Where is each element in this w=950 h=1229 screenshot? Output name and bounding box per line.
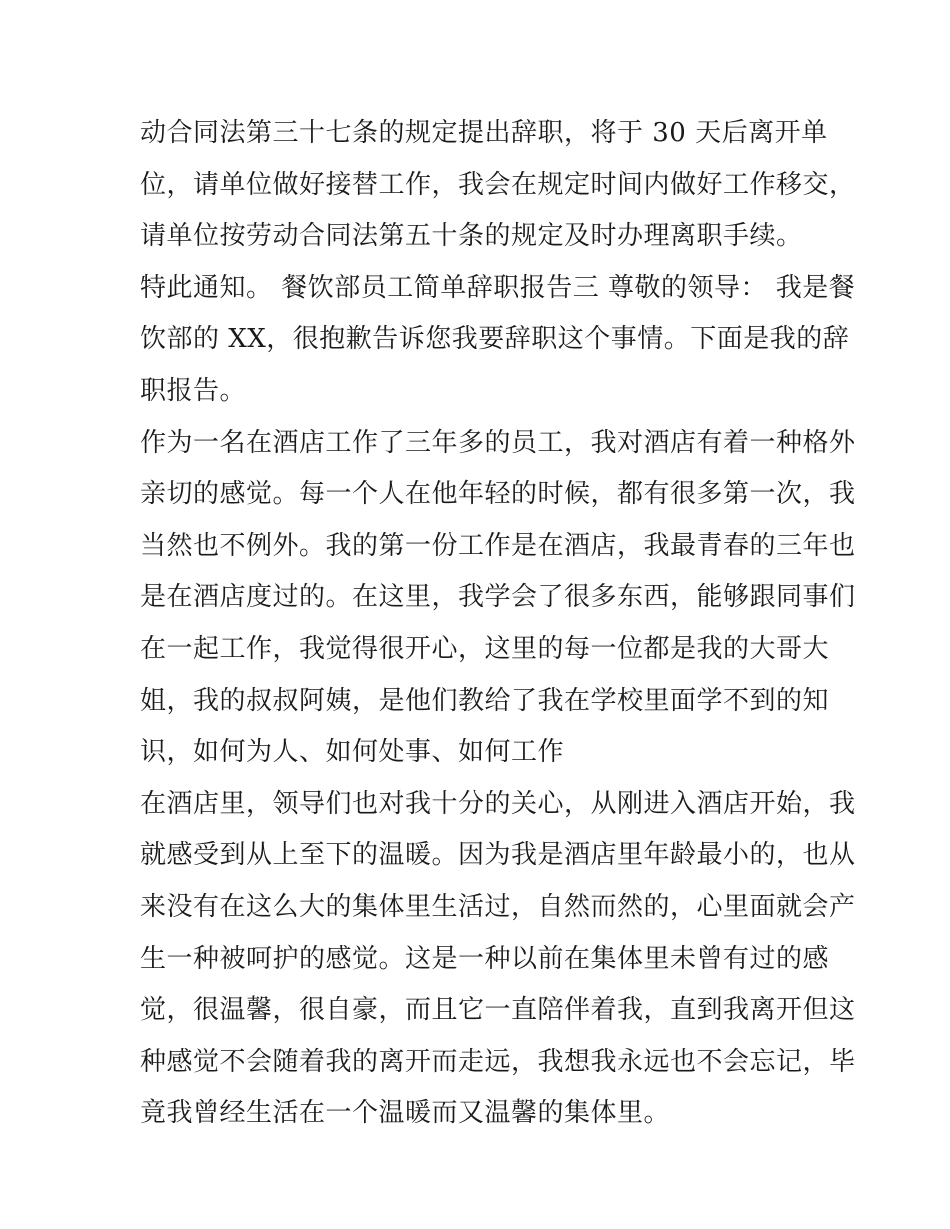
text-line: 在一起工作，我觉得很开心，这里的每一位都是我的大哥大 (140, 633, 830, 664)
text-line: 作为一名在酒店工作了三年多的员工，我对酒店有着一种格外 (140, 427, 856, 458)
text-line: 在酒店里，领导们也对我十分的关心，从刚进入酒店开始，我 (140, 788, 856, 819)
text-line: 来没有在这么大的集体里生活过，自然而然的，心里面就会产 (140, 891, 856, 922)
text-line: 就感受到从上至下的温暖。因为我是酒店里年龄最小的，也从 (140, 840, 856, 871)
text-line: 职报告。 (140, 375, 247, 406)
text-line: 动合同法第三十七条的规定提出辞职，将于 30 天后离开单 (140, 118, 828, 148)
text-line: 位，请单位做好接替工作，我会在规定时间内做好工作移交， (140, 169, 856, 200)
text-line: 生一种被呵护的感觉。这是一种以前在集体里未曾有过的感 (140, 943, 830, 974)
text-line: 是在酒店度过的。在这里，我学会了很多东西，能够跟同事们 (140, 582, 856, 613)
text-line: 特此通知。 餐饮部员工简单辞职报告三 尊敬的领导： 我是餐 (140, 272, 856, 303)
text-line: 姐，我的叔叔阿姨，是他们教给了我在学校里面学不到的知 (140, 685, 830, 716)
text-line: 种感觉不会随着我的离开而走远，我想我永远也不会忘记，毕 (140, 1046, 856, 1077)
text-line: 当然也不例外。我的第一份工作是在酒店，我最青春的三年也 (140, 530, 856, 561)
text-line: 竟我曾经生活在一个温暖而又温馨的集体里。 (140, 1098, 671, 1129)
text-line: 识，如何为人、如何处事、如何工作 (140, 737, 565, 768)
text-line: 饮部的 XX，很抱歉告诉您我要辞职这个事情。下面是我的辞 (140, 324, 850, 355)
text-line: 请单位按劳动合同法第五十条的规定及时办理离职手续。 (140, 221, 803, 252)
document-body (140, 108, 856, 1140)
text-line: 觉，很温馨，很自豪，而且它一直陪伴着我，直到我离开但这 (140, 995, 856, 1026)
text-line: 亲切的感觉。每一个人在他年轻的时候，都有很多第一次，我 (140, 479, 856, 510)
